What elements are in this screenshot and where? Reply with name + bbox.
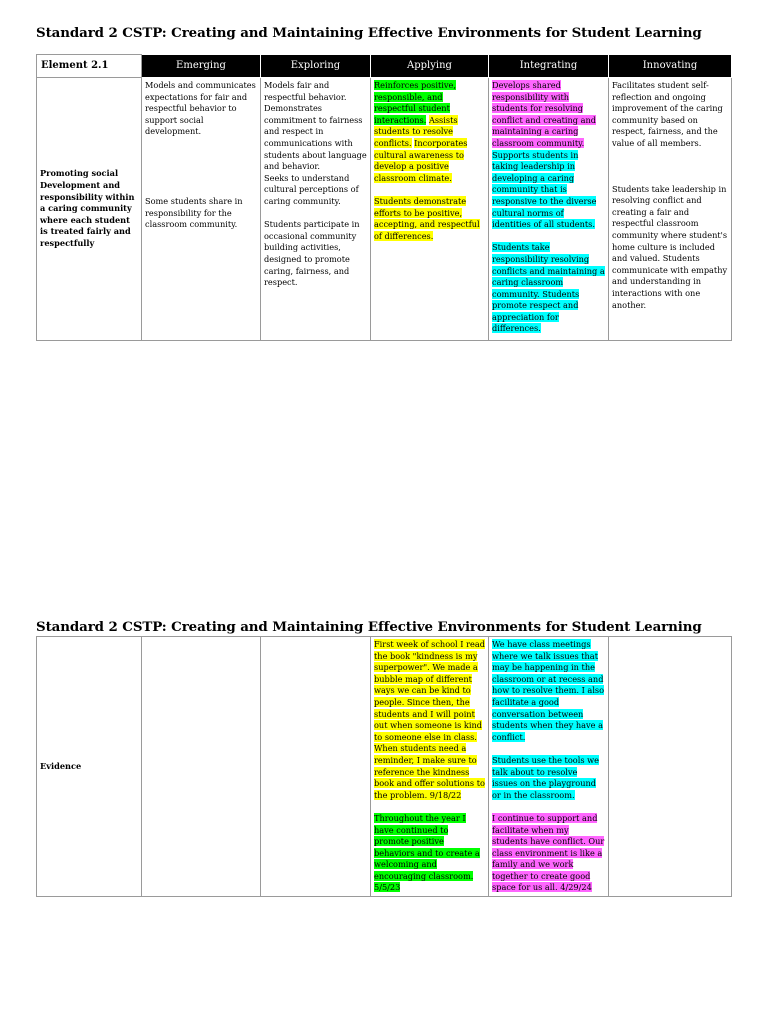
highlighted-text: Supports students in taking leadership in developing a caring community that is responsive to the diverse cultural norms of identities of all students. xyxy=(492,149,597,230)
header-row xyxy=(37,55,732,78)
cell-innovating xyxy=(609,637,732,897)
column-header-integrating: Integrating xyxy=(489,55,609,78)
highlighted-text: Students demonstrate efforts to be positive, accepting, and respectful of differences. xyxy=(374,195,480,241)
highlighted-text: We have class meetings where we talk issues that may be happening in the classroom or at recess and how to resolve them. I also facilitate a good conversation between students when they have a conflict. xyxy=(492,639,605,742)
page-title: Standard 2 CSTP: Creating and Maintaining Effective Environments for Student Learning xyxy=(36,25,702,41)
cell-text: Facilitates student self-reflection and ongoing improvement of the caring community based on respect, fairness, and the value of all members. xyxy=(612,80,723,148)
highlighted-text: First week of school I read the book "kindness is my superpower". We made a bubble map of different ways we can be kind to people. Since then, the students and I will point out when someone is kind to someone else in class. When students need a reminder, I make sure to reference the kindness book and offer solutions to the problem. 9/18/22 xyxy=(374,639,485,800)
cell-integrating xyxy=(489,637,609,897)
row-header-evidence: Evidence xyxy=(37,637,142,897)
highlighted-text: Assists students to resolve conflicts. xyxy=(374,114,458,148)
highlighted-text: Incorporates cultural awareness to develop a positive classroom climate. xyxy=(374,137,468,183)
evidence-table xyxy=(36,636,732,897)
cell-integrating xyxy=(489,78,609,341)
cell-innovating xyxy=(609,78,732,341)
rubric-table xyxy=(36,54,732,341)
cell-applying xyxy=(371,78,489,341)
cell-text: Some students share in responsibility for the classroom community. xyxy=(145,195,243,230)
highlighted-text: I continue to support and facilitate when my students have conflict. Our class environment is like a family and we work together to create good space for us all. 4/29/24 xyxy=(492,812,605,893)
column-header-exploring: Exploring xyxy=(261,55,371,78)
cell-text: Students participate in occasional community building activities, designed to promote caring, fairness, and respect. xyxy=(264,219,360,288)
column-header-emerging: Emerging xyxy=(142,55,261,78)
cell-exploring xyxy=(261,78,371,341)
highlighted-text: Develops shared responsibility with students for resolving conflict and creating and maintaining a caring classroom community. xyxy=(492,80,596,148)
cell-exploring xyxy=(261,637,371,897)
column-header-innovating: Innovating xyxy=(609,55,732,78)
element-label: Element 2.1 xyxy=(37,55,142,78)
row-header-element: Promoting social Development and responsibility within a caring community where each student is treated fairly and respectfully xyxy=(37,78,142,341)
highlighted-text: Throughout the year I have continued to promote positive behaviors and to create a welcoming and encouraging classroom. 5/5/23 xyxy=(374,812,480,893)
cell-text: Students take leadership in resolving conflict and creating a fair and respectful classroom community where student's home culture is included and valued. Students communicate with empathy and understanding in interactions with one another. xyxy=(612,183,728,310)
highlighted-text: Reinforces positive, responsible, and respectful student interactions. xyxy=(374,80,456,125)
cell-emerging xyxy=(142,78,261,341)
cell-emerging xyxy=(142,637,261,897)
highlighted-text: Students use the tools we talk about to resolve issues on the playground or in the classroom. xyxy=(492,754,599,800)
highlighted-text: Students take responsibility resolving conflicts and maintaining a caring classroom community. Students promote respect and appreciation for differences. xyxy=(492,242,605,334)
page-title: Standard 2 CSTP: Creating and Maintaining Effective Environments for Student Learning xyxy=(36,619,702,635)
cell-text: Seeks to understand cultural perceptions of caring community. xyxy=(264,172,359,206)
cell-text: Models fair and respectful behavior. Demonstrates commitment to fairness and respect in communications with students about language and behavior. xyxy=(264,80,367,172)
table-row xyxy=(37,78,732,341)
column-header-applying: Applying xyxy=(371,55,489,78)
table-row xyxy=(37,637,732,897)
cell-text: Models and communicates expectations for fair and respectful behavior to support social development. xyxy=(145,80,256,137)
cell-applying xyxy=(371,637,489,897)
